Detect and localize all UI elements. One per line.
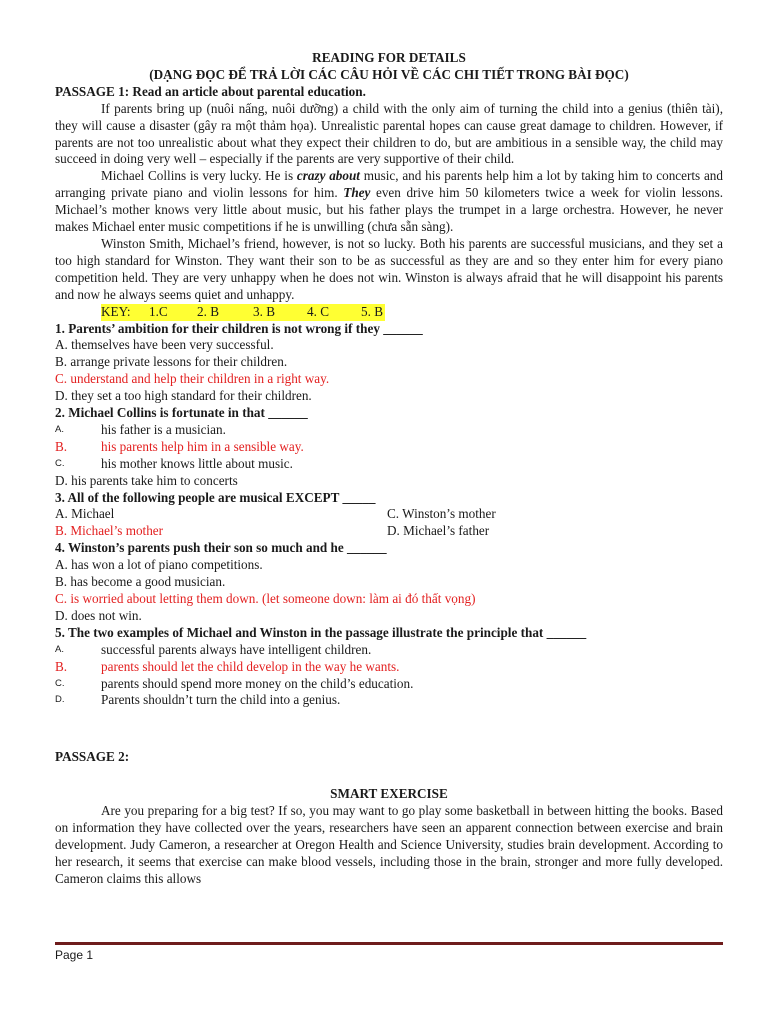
option-letter: B. [55,438,68,454]
q1-option-d: D. they set a too high standard for their children. [55,388,312,404]
q3-option-d: D. Michael’s father [387,523,490,539]
option-text: successful parents always have intelligent children. [101,641,372,657]
key-item: 1.C [149,303,168,319]
question-3: 3. All of the following people are musical EXCEPT _____ [55,489,376,505]
passage1-paragraph-1: If parents bring up (nuôi nấng, nuôi dưỡng) a child with the only aim of turning the child into a genius (thiên tài), they will cause a disaster (gây ra một thảm họa). Unrealistic parental hopes can cause great damage to children. However, if parents are not too unrealistic about what they expect their children to do, but are ambitious in a sensible way, the child may succeed in doing very well – especially if the parents are very supportive of their child. [55,100,723,167]
option-letter: B. [55,658,68,674]
p2-emphasis-2: They [343,185,371,201]
q1-option-b: B. arrange private lessons for their children. [55,354,288,370]
option-text: his mother knows little about music. [101,455,293,471]
spacer [55,766,723,786]
option-letter: C. [55,677,65,689]
q3-option-c: C. Winston’s mother [387,506,496,522]
answer-key [55,304,723,321]
q1-option-a: A. themselves have been very successful. [55,337,274,353]
option-letter: A. [55,423,64,435]
document-title: READING FOR DETAILS [312,50,466,65]
q5-option-b-answer [55,659,723,676]
q4-option-b: B. has become a good musician. [55,574,226,590]
key-label: KEY: [101,303,131,319]
question-1: 1. Parents’ ambition for their children is not wrong if they ______ [55,320,423,336]
option-letter: C. [55,457,65,469]
option-text: his parents help him in a sensible way. [101,438,304,454]
option-text: his father is a musician. [101,421,226,437]
option-text: parents should spend more money on the child’s education. [101,675,414,691]
document-page [55,50,723,888]
q3-option-b-answer: B. Michael’s mother [55,523,164,539]
q4-option-a: A. has won a lot of piano competitions. [55,557,263,573]
option-letter: D. [55,694,65,706]
q4-option-c-answer: C. is worried about letting them down. (let someone down: làm ai đó thất vọng) [55,591,476,606]
q2-option-a [55,422,723,439]
option-text: Parents shouldn’t turn the child into a genius. [101,692,341,708]
q2-option-c [55,456,723,473]
spacer [55,709,723,749]
document-subtitle: (DẠNG ĐỌC ĐỂ TRẢ LỜI CÁC CÂU HỎI VỀ CÁC CHI TIẾT TRONG BÀI ĐỌC) [149,66,629,82]
q5-option-d [55,692,723,709]
q3-option-a: A. Michael [55,506,115,522]
p2-text-b: music, and his parents help him a lot by taking him to concerts and arranging private piano and violin lessons for him. [55,168,723,201]
key-item: 5. B [361,303,383,319]
answer-key-highlight [101,304,385,321]
q3-options-row-1 [55,506,723,523]
passage2-title: SMART EXERCISE [330,786,448,802]
key-item: 2. B [197,303,219,319]
q5-option-a [55,642,723,659]
q1-option-c-answer: C. understand and help their children in a right way. [55,371,330,387]
key-item: 3. B [253,303,275,319]
p2-text-c: even drive him 50 kilometers twice a week for violin lessons. Michael’s mother knows very little about music, but his father plays the trumpet in a large orchestra. However, he never makes Michael enter music competitions if he is unwilling (chưa sẵn sàng). [55,185,723,235]
passage1-heading: PASSAGE 1: Read an article about parental education. [55,83,366,99]
q2-option-d: D. his parents take him to concerts [55,472,238,488]
question-4: 4. Winston’s parents push their son so much and he ______ [55,540,387,556]
q4-option-d: D. does not win. [55,607,142,623]
page-number: Page 1 [55,948,94,962]
passage1-paragraph-3: Winston Smith, Michael’s friend, however, is not so lucky. Both his parents are successful musicians, and they set a too high standard for Winston. They want their son to be as successful as they are and so they enter him for every piano competition held. They are very unhappy when he does not win. Winston is always afraid that he will disappoint his parents and now he always seems quiet and unhappy. [55,235,723,302]
option-letter: A. [55,643,64,655]
q5-option-c [55,676,723,693]
question-2: 2. Michael Collins is fortunate in that ______ [55,405,308,421]
passage2-heading: PASSAGE 2: [55,749,130,765]
passage1-paragraph-2 [55,168,723,236]
p2-emphasis: crazy about [296,168,360,184]
q2-option-b-answer [55,439,723,456]
key-item: 4. C [307,303,329,319]
q3-options-row-2 [55,523,723,540]
question-5: 5. The two examples of Michael and Winston in the passage illustrate the principle that ______ [55,624,587,640]
footer-rule [55,942,723,945]
p2-text-a: Michael Collins is very lucky. He is [101,168,297,184]
option-text: parents should let the child develop in the way he wants. [101,658,400,674]
passage2-paragraph-1: Are you preparing for a big test? If so, you may want to go play some basketball in between hitting the books. Based on information they have collected over the years, researchers have seen an apparent connection between exercise and brain development. Judy Cameron, a researcher at Oregon Health and Science University, studies brain development. According to her research, it seems that exercise can make blood vessels, including those in the brain, stronger and more fully developed. Cameron claims this allows [55,803,723,886]
